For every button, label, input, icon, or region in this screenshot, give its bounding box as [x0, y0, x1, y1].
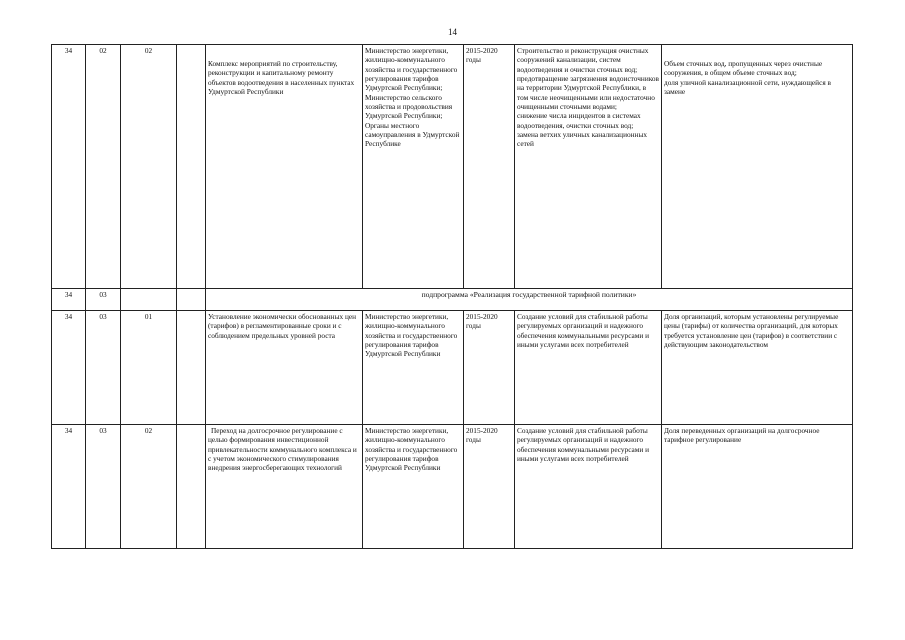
- period: 2015-2020 годы: [464, 425, 515, 549]
- expected-result: Создание условий для стабильной работы регулируемых организаций и надежного обеспечения коммунальными ресурсами и иными услугами всех потребителей: [515, 425, 662, 549]
- code-extra: [177, 45, 206, 289]
- code-subprogram: 03: [86, 289, 121, 311]
- program-table: [51, 44, 853, 549]
- measure-name: Установление экономически обоснованных цен (тарифов) в регламентированные сроки и с соблюдением предельных уровней роста: [206, 311, 363, 425]
- expected-result: Строительство и реконструкция очистных сооружений канализации, систем водоотведения и очистки сточных вод; предотвращение загрязнения водоисточников на территории Удмуртской Республики, в том числе неочищенными или недостаточно очищенными сточными водами; снижение числа инцидентов в системах водоотведения, очистки сточных вод; замена ветхих уличных канализационных сетей: [515, 45, 662, 289]
- indicator: Доля переведенных организаций на долгосрочное тарифное регулирование: [662, 425, 853, 549]
- code-subprogram: 02: [86, 45, 121, 289]
- table-row-subprogram: [52, 289, 853, 311]
- code-extra: [177, 311, 206, 425]
- page-number: 14: [448, 27, 457, 37]
- table-row: [52, 311, 853, 425]
- code-measure: 01: [121, 311, 177, 425]
- code-extra: [177, 289, 206, 311]
- code-program: 34: [52, 45, 86, 289]
- code-program: 34: [52, 289, 86, 311]
- code-subprogram: 03: [86, 311, 121, 425]
- table-row: [52, 45, 853, 289]
- period: 2015-2020 годы: [464, 311, 515, 425]
- indicator: Доля организаций, которым установлены регулируемые цены (тарифы) от количества организаций, для которых требуется установление цен (тарифов) в соответствии с действующим законодательством: [662, 311, 853, 425]
- code-measure: 02: [121, 45, 177, 289]
- code-program: 34: [52, 425, 86, 549]
- subprogram-heading: подпрограмма «Реализация государственной тарифной политики»: [206, 289, 853, 311]
- executor: Министерство энергетики, жилищно-коммунального хозяйства и государственного регулирования тарифов Удмуртской Республики; Министерство сельского хозяйства и продовольствия Удмуртской Республики; Органы местного самоуправления в Удмуртской Республике: [363, 45, 464, 289]
- measure-name: Комплекс мероприятий по строительству, реконструкции и капитальному ремонту объектов водоотведения в населенных пунктах Удмуртской Республики: [206, 45, 363, 289]
- executor: Министерство энергетики, жилищно-коммунального хозяйства и государственного регулирования тарифов Удмуртской Республики: [363, 311, 464, 425]
- code-measure: 02: [121, 425, 177, 549]
- executor: Министерство энергетики, жилищно-коммунального хозяйства и государственного регулирования тарифов Удмуртской Республики: [363, 425, 464, 549]
- indicator: Объем сточных вод, пропущенных через очистные сооружения, в общем объеме сточных вод; доля уличной канализационной сети, нуждающейся в замене: [662, 45, 853, 289]
- table-row: [52, 425, 853, 549]
- expected-result: Создание условий для стабильной работы регулируемых организаций и надежного обеспечения коммунальными ресурсами и иными услугами всех потребителей: [515, 311, 662, 425]
- measure-name: Переход на долгосрочное регулирование с целью формирования инвестиционной привлекательности коммунального комплекса и с учетом экономического стимулирования внедрения энергосберегающих технологий: [206, 425, 363, 549]
- code-extra: [177, 425, 206, 549]
- code-program: 34: [52, 311, 86, 425]
- code-subprogram: 03: [86, 425, 121, 549]
- code-measure: [121, 289, 177, 311]
- period: 2015-2020 годы: [464, 45, 515, 289]
